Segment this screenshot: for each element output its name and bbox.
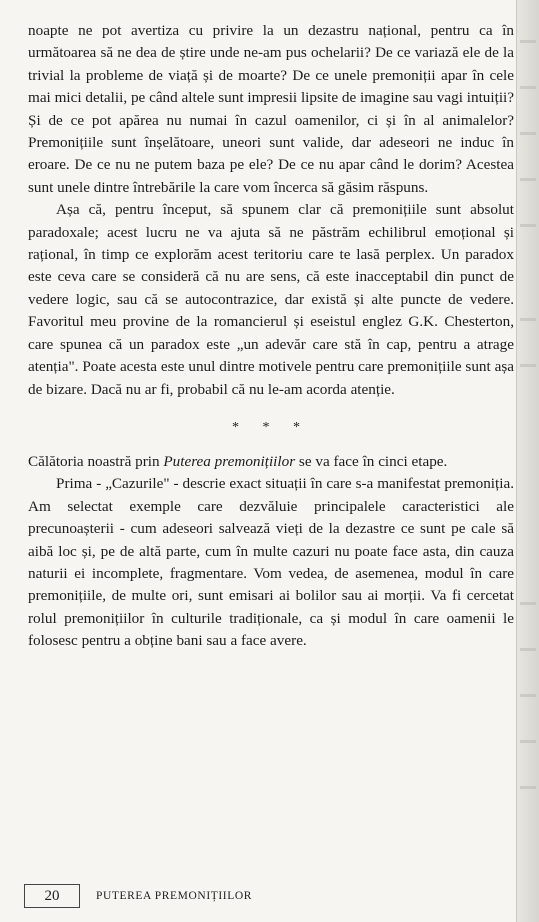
section-separator: * * *	[232, 419, 310, 435]
book-title-italic: Puterea premonițiilor	[163, 452, 296, 470]
paragraph-continuation: noapte ne pot avertiza cu privire la un dezastru național, pentru ca în următoarea să ne dea de știre unde ne-am pus ochelarii? De ce variază ele de la trivial la probleme de viață și de moarte? De ce unele premoniții apar în cele mai mici detalii, pe când altele sunt impresii lipsite de imagine sau vagi intuiții? Și de ce pot apărea nu numai în cazul oamenilor, ci și în al animalelor? Premonițiile sunt înșelătoare, uneori sunt valide, dar adeseori ne induc în eroare. De ce nu ne putem baza pe ele? De ce nu apar când le dorim? Acestea sunt unele dintre întrebările la care vom încerca să găsim răspuns.	[28, 22, 514, 196]
page-footer	[24, 884, 252, 908]
paragraph-journey	[28, 451, 514, 473]
journey-text-end: se va face în cinci etape.	[295, 452, 448, 470]
paragraph-paradox: Așa că, pentru început, să spunem clar că premonițiile sunt absolut paradoxale; acest lucru ne va ajuta să ne păstrăm echilibrul emoțional și rațional, în timp ce explorăm acest teritoriu care te lasă perplex. Un paradox este ceva care se consideră că nu are sens, că este inacceptabil din punct de vedere logic, sau că se autocontrazice, dar există și alte puncte de vedere. Favoritul meu provine de la romancierul și eseistul englez G.K. Chesterton, care spunea că un paradox este „un adevăr care stă în cap, pentru a atrage atenția". Poate acesta este unul dintre motivele pentru care premonițiile sunt așa de bizare. Dacă nu ar fi, probabil că nu le-am acorda atenție.	[28, 201, 514, 398]
running-title: PUTEREA PREMONIȚIILOR	[96, 890, 253, 902]
page-body	[28, 20, 514, 653]
page-number: 20	[24, 884, 80, 908]
paragraph-cases: Prima - „Cazurile" - descrie exact situații în care s-a manifestat premoniția. Am selectat exemple care dezvăluie principalele caracteristici ale precunoașterii - cum adeseori salvează vieți de la dezastre ce sunt pe cale să aibă loc și, pe de altă parte, cum în multe cazuri nu poate face asta, din cauza naturii ei incomplete, fragmentare. Vom vedea, de asemenea, modul în care premonițiile, de multe ori, sunt emisari ai bolilor sau ai morții. Va fi cercetat rolul premonițiilor în culturile tradiționale, ca și modul în care oamenii le folosesc pentru a obține bani sau a face avere.	[28, 475, 514, 650]
journey-text-start: Călătoria noastră prin	[28, 452, 164, 470]
facing-page-edge	[516, 0, 539, 922]
